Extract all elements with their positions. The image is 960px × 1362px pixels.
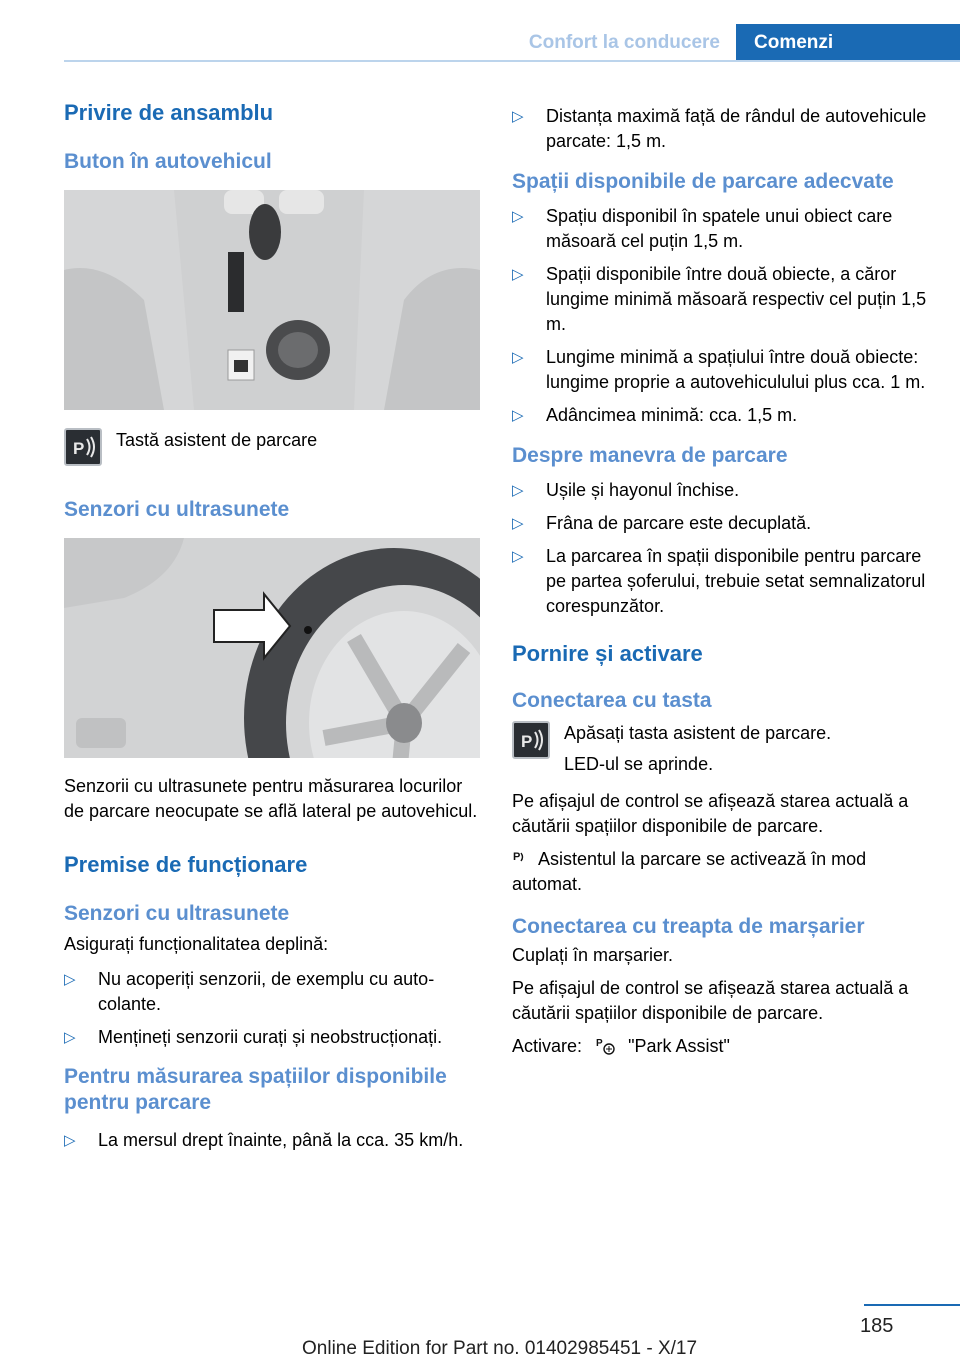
measurement-heading: Pentru măsurarea spațiilor disponibile pentru parcare xyxy=(64,1065,447,1114)
sensors-heading: Senzori cu ultrasunete xyxy=(64,498,290,521)
triangle-bullet-icon: ▷ xyxy=(512,482,524,499)
ensure-functionality-text: Asigurați funcționalitatea deplină: xyxy=(64,934,329,954)
triangle-bullet-icon: ▷ xyxy=(512,349,524,366)
suitable-spaces-list xyxy=(512,204,932,428)
header-section-title: Confort la conducere xyxy=(528,32,720,53)
triangle-bullet-icon: ▷ xyxy=(512,266,524,283)
sensors-requirements-heading: Senzori cu ultrasunete xyxy=(64,902,290,925)
edition-footer: Online Edition for Part no. 01402985451 - X/17 xyxy=(302,1338,698,1359)
auto-activate-text: Asistentul la parcare se activează în mod automat. xyxy=(512,849,867,894)
park-assist-key-caption: Tastă asistent de parcare xyxy=(116,430,318,450)
control-display-text-1: Pe afișajul de control se afișează starea actuală a căutării spațiilor disponibile de parcare. xyxy=(512,791,909,836)
ultrasonic-sensor-photo xyxy=(64,538,480,758)
list-item: ▷ La mersul drept înainte, până la cca. 35 km/h. xyxy=(64,1128,482,1153)
list-item: ▷ Distanța maximă față de rândul de autovehicule parcate: 1,5 m. xyxy=(512,106,927,151)
list-item: ▷ Adâncimea minimă: cca. 1,5 m. xyxy=(512,403,932,428)
park-assist-menu-icon xyxy=(595,1034,617,1056)
svg-text:P: P xyxy=(596,1038,603,1049)
page-number: 185 xyxy=(860,1315,894,1337)
list-item: ▷ Mențineți senzorii curați și neobstrucționați. xyxy=(64,1025,482,1050)
ensure-list xyxy=(64,967,482,1050)
list-item: ▷ Lungime minimă a spațiului între două obiecte: lungime proprie a autovehiculului plus cca. 1 m. xyxy=(512,347,926,392)
press-key-text: Apăsați tasta asistent de parcare. xyxy=(564,723,832,743)
triangle-bullet-icon: ▷ xyxy=(512,108,524,125)
triangle-bullet-icon: ▷ xyxy=(64,1029,76,1046)
header-chapter-tab: Comenzi xyxy=(736,24,960,62)
right-column xyxy=(512,104,932,1059)
ultrasonic-sensor-illustration xyxy=(64,538,480,758)
list-item: ▷ La parcarea în spații disponibile pentru parcare pe partea șoferului, trebuie setat semnalizatorul corespunzător. xyxy=(512,546,926,616)
triangle-bullet-icon: ▷ xyxy=(512,548,524,565)
control-display-text-2: Pe afișajul de control se afișează starea actuală a căutării spațiilor disponibile de parcare. xyxy=(512,978,909,1023)
triangle-bullet-icon: ▷ xyxy=(64,1132,76,1149)
park-assist-menu-item: "Park Assist" xyxy=(628,1036,730,1056)
triangle-bullet-icon: ▷ xyxy=(512,407,524,424)
svg-text:P: P xyxy=(513,851,521,863)
measurement-list xyxy=(64,1128,482,1153)
activation-label: Activare: xyxy=(512,1036,583,1056)
engage-reverse-text: Cuplați în marșarier. xyxy=(512,945,674,965)
sensors-description: Senzorii cu ultrasunete pentru măsurarea locurilor de parcare neocupate se află lateral pe autovehicul. xyxy=(64,776,478,821)
triangle-bullet-icon: ▷ xyxy=(512,208,524,225)
list-item: ▷ Frâna de parcare este decuplată. xyxy=(512,511,932,536)
maneuver-list xyxy=(512,478,932,619)
svg-text:P: P xyxy=(521,732,533,751)
reverse-gear-heading: Conectarea cu treapta de marșarier xyxy=(512,915,865,938)
list-item: ▷ Spații disponibile între două obiecte, a căror lungime minimă măsoară respectiv cel puțin 1,5 m. xyxy=(512,264,927,334)
start-activate-heading: Pornire și activare xyxy=(512,641,703,666)
suitable-spaces-heading: Spații disponibile de parcare adecvate xyxy=(512,170,894,193)
maneuver-heading: Despre manevra de parcare xyxy=(512,444,788,467)
triangle-bullet-icon: ▷ xyxy=(512,515,524,532)
button-heading: Buton în autovehicul xyxy=(64,150,272,173)
center-console-illustration xyxy=(64,190,480,410)
list-item: ▷ Ușile și hayonul închise. xyxy=(512,478,932,503)
list-item: ▷ Nu acoperiți senzorii, de exemplu cu autocolante. xyxy=(64,969,435,1014)
center-console-photo xyxy=(64,190,480,410)
auto-activate-paragraph xyxy=(512,847,932,897)
led-on-text: LED-ul se aprinde. xyxy=(564,754,714,774)
distance-list xyxy=(512,104,932,154)
park-assist-status-icon xyxy=(512,847,534,869)
svg-text:P: P xyxy=(73,439,85,458)
triangle-bullet-icon: ▷ xyxy=(64,971,76,988)
overview-heading: Privire de ansamblu xyxy=(64,100,274,125)
left-column xyxy=(64,98,482,1161)
park-assist-key-icon xyxy=(64,428,102,466)
footer-rule xyxy=(864,1304,960,1306)
activation-line xyxy=(512,1034,932,1059)
park-assist-key-icon xyxy=(512,721,550,759)
park-assist-key-caption-row xyxy=(64,428,482,472)
premise-heading: Premise de funcționare xyxy=(64,852,308,877)
connect-key-heading: Conectarea cu tasta xyxy=(512,689,712,712)
header-rule xyxy=(64,60,960,62)
press-key-row xyxy=(512,721,932,777)
list-item: ▷ Spațiu disponibil în spatele unui obiect care măsoară cel puțin 1,5 m. xyxy=(512,206,893,251)
